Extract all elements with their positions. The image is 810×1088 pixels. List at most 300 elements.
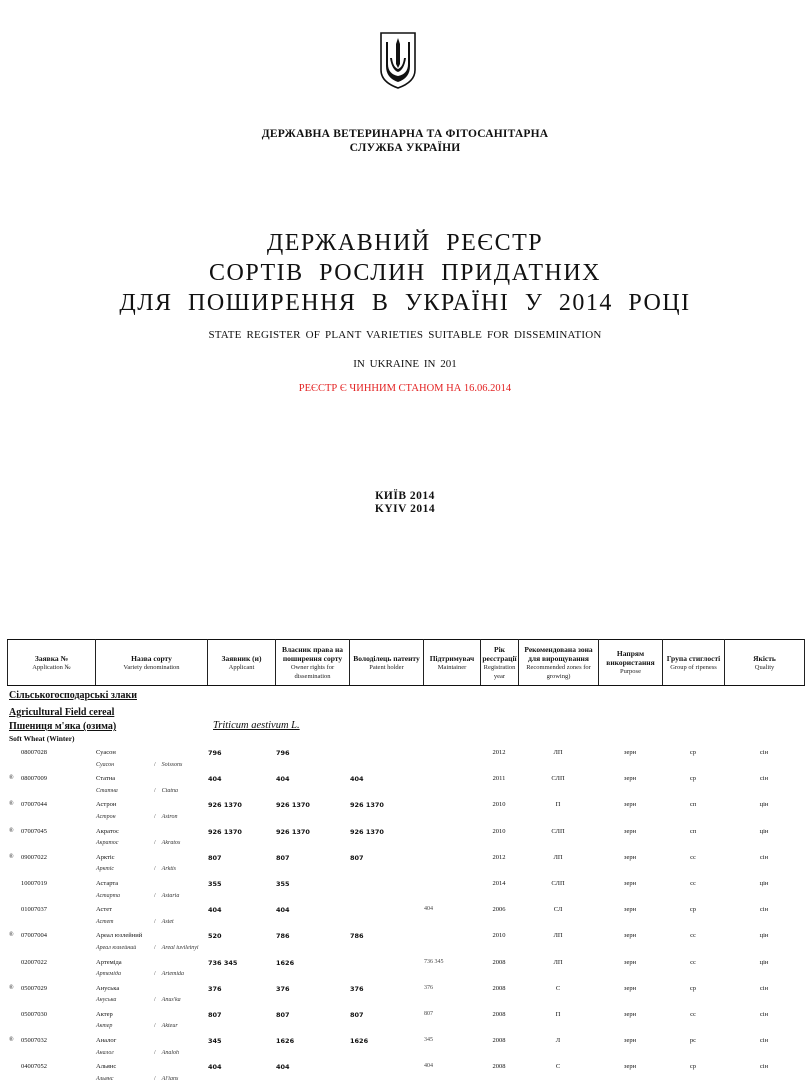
name-separator: / xyxy=(154,761,156,768)
variety-name-ua-italic: Астет xyxy=(96,918,114,925)
empty-cell xyxy=(275,866,349,879)
year-cell: 2012 xyxy=(492,749,506,756)
empty-cell xyxy=(480,788,518,801)
year-cell: 2010 xyxy=(492,932,506,940)
owner-cell: 404 xyxy=(276,1063,290,1072)
ripeness-cell: сс xyxy=(690,1010,696,1018)
agency-line-1: ДЕРЖАВНА ВЕТЕРИНАРНА ТА ФІТОСАНІТАРНА xyxy=(261,128,549,140)
empty-cell xyxy=(662,971,724,984)
variety-name-ua: Ареал юзлейний xyxy=(96,932,143,940)
section-agricultural-en: Agricultural Field cereal xyxy=(9,707,115,718)
empty-cell xyxy=(349,971,423,984)
variety-name-en xyxy=(95,1050,207,1063)
owner-cell: 926 1370 xyxy=(276,801,310,810)
empty-cell xyxy=(349,893,423,906)
table-row-translit xyxy=(7,971,804,984)
owner-cell: 807 xyxy=(276,1010,290,1019)
variety-name-latin: Akteur xyxy=(161,1023,178,1030)
table-row xyxy=(7,1036,804,1050)
zone-cell: П xyxy=(555,1010,561,1018)
empty-cell xyxy=(724,866,804,879)
empty-cell xyxy=(423,814,480,827)
empty-cell xyxy=(662,1050,724,1063)
empty-cell xyxy=(7,945,95,958)
empty-cell xyxy=(207,814,275,827)
empty-cell xyxy=(423,866,480,879)
year-cell: 2010 xyxy=(492,801,506,809)
variety-name-en xyxy=(95,788,207,801)
patent-holder-cell: 926 1370 xyxy=(350,801,384,810)
empty-cell xyxy=(480,840,518,853)
registered-mark: ® xyxy=(9,775,14,782)
title-line-3: ДЛЯ ПОШИРЕННЯ В УКРАЇНІ У 2014 РОЦІ xyxy=(119,290,691,316)
empty-cell xyxy=(275,840,349,853)
maintainer-cell: 736 345 xyxy=(424,958,444,965)
empty-cell xyxy=(598,788,662,801)
name-separator: / xyxy=(154,1075,156,1082)
patent-holder-cell: 376 xyxy=(350,984,364,993)
empty-cell xyxy=(7,1050,95,1063)
empty-cell xyxy=(207,945,275,958)
table-row xyxy=(7,984,804,998)
app xyxy=(7,1010,95,1024)
empty-cell xyxy=(518,866,598,879)
owner-cell: 355 xyxy=(276,879,290,888)
ripeness-cell: ср xyxy=(689,1063,697,1071)
variety-name-latin: Astet xyxy=(161,918,174,925)
zone-cell: СЛП xyxy=(551,775,565,783)
empty-cell xyxy=(598,840,662,853)
empty-cell xyxy=(349,945,423,958)
agency-line-2: СЛУЖБА УКРАЇНИ xyxy=(349,142,461,154)
owner-cell: 1626 xyxy=(276,1037,295,1046)
empty-cell xyxy=(275,997,349,1010)
variety-name-ua: Альянс xyxy=(96,1063,117,1071)
empty-cell xyxy=(724,1050,804,1063)
ripeness-cell: сс xyxy=(690,958,696,966)
empty-cell xyxy=(423,1050,480,1063)
empty-cell xyxy=(349,1050,423,1063)
empty-cell xyxy=(662,919,724,932)
empty-cell xyxy=(275,893,349,906)
patent-holder-cell xyxy=(349,748,423,762)
table-row xyxy=(7,879,804,893)
owner-cell: 404 xyxy=(276,906,290,915)
empty-cell xyxy=(423,997,480,1010)
application-number: 09007022 xyxy=(21,853,47,861)
empty-cell xyxy=(724,762,804,775)
application-number: 05007032 xyxy=(21,1037,47,1045)
empty-cell xyxy=(207,971,275,984)
quality-cell: сiн xyxy=(759,1010,769,1018)
empty-cell xyxy=(480,971,518,984)
empty-cell xyxy=(7,814,95,827)
quality-cell: сiн xyxy=(759,984,769,992)
name-separator: / xyxy=(154,892,156,899)
year-cell: 2014 xyxy=(492,879,506,887)
empty-cell xyxy=(349,919,423,932)
purpose-cell: зерн xyxy=(623,1063,637,1071)
variety-name-en xyxy=(95,814,207,827)
english-subtitle-2: IN UKRAINE IN 201 xyxy=(353,358,457,370)
zone-cell: СЛ xyxy=(553,906,563,914)
empty-cell xyxy=(480,997,518,1010)
applicant-cell: 796 xyxy=(208,749,222,757)
application-number: 02007022 xyxy=(21,958,47,966)
empty-cell xyxy=(480,1050,518,1063)
empty-cell xyxy=(480,814,518,827)
empty-cell xyxy=(423,1023,480,1036)
purpose-cell: зерн xyxy=(623,827,637,835)
year-cell: 2008 xyxy=(492,984,506,992)
agency-name xyxy=(0,127,810,155)
table-row xyxy=(7,931,804,945)
empty-cell xyxy=(275,971,349,984)
col-owner: Власник права на поширення сорту Owner rights for dissemination xyxy=(276,640,350,686)
empty-cell xyxy=(724,840,804,853)
table-row-translit xyxy=(7,893,804,906)
owner-cell: 807 xyxy=(276,853,290,862)
quality-cell: цін xyxy=(759,801,769,809)
empty-cell xyxy=(518,1023,598,1036)
empty-cell xyxy=(275,762,349,775)
empty-cell xyxy=(598,919,662,932)
variety-name-en xyxy=(95,840,207,853)
empty-cell xyxy=(423,788,480,801)
app xyxy=(7,1062,95,1076)
empty-cell xyxy=(207,840,275,853)
empty-cell xyxy=(598,945,662,958)
application-number: 08007009 xyxy=(21,775,47,783)
title-line-1: ДЕРЖАВНИЙ РЕЄСТР xyxy=(266,230,544,256)
table-row-translit xyxy=(7,997,804,1010)
empty-cell xyxy=(7,788,95,801)
variety-name-en xyxy=(95,945,207,958)
variety-name-ua: Астарта xyxy=(96,879,119,887)
empty-cell xyxy=(598,762,662,775)
empty-cell xyxy=(662,814,724,827)
col-maintainer: Підтримувач Maintainer xyxy=(424,640,481,686)
empty-cell xyxy=(275,1023,349,1036)
app xyxy=(7,748,95,762)
name-separator: / xyxy=(154,944,156,951)
empty-cell xyxy=(349,866,423,879)
variety-name-ua-italic: Астрон xyxy=(96,813,116,820)
empty-cell xyxy=(480,1076,518,1088)
table-row-translit xyxy=(7,945,804,958)
empty-cell xyxy=(207,893,275,906)
patent-holder-cell: 807 xyxy=(350,853,364,862)
variety-name-ua-italic: Аналог xyxy=(96,1049,114,1056)
empty-cell xyxy=(349,997,423,1010)
variety-name-ua-italic: Актер xyxy=(96,1023,113,1030)
variety-name-latin: Anus'ka xyxy=(161,997,181,1004)
ripeness-cell: сп xyxy=(689,827,697,835)
zone-cell: С xyxy=(555,984,561,992)
registered-mark: ® xyxy=(9,984,14,991)
empty-cell xyxy=(518,919,598,932)
empty-cell xyxy=(207,866,275,879)
quality-cell: сiн xyxy=(759,1063,769,1071)
table-row xyxy=(7,748,804,762)
maintainer-cell xyxy=(423,879,480,893)
purpose-cell: зерн xyxy=(623,906,637,914)
purpose-cell: зерн xyxy=(623,775,637,783)
empty-cell xyxy=(7,840,95,853)
patent-holder-cell xyxy=(349,905,423,919)
patent-holder-cell: 926 1370 xyxy=(350,827,384,836)
empty-cell xyxy=(518,893,598,906)
application-number: 05007030 xyxy=(21,1010,47,1018)
applicant-cell: 736 345 xyxy=(208,958,238,967)
patent-holder-cell: 807 xyxy=(350,1010,364,1019)
col-quality: Якість Quality xyxy=(725,640,805,686)
application-number: 01007037 xyxy=(21,906,47,914)
empty-cell xyxy=(349,1076,423,1088)
empty-cell xyxy=(7,1076,95,1088)
application-number: 10007019 xyxy=(21,879,47,887)
empty-cell xyxy=(598,1076,662,1088)
purpose-cell: зерн xyxy=(623,932,637,940)
maintainer-cell xyxy=(423,853,480,867)
empty-cell xyxy=(598,1050,662,1063)
empty-cell xyxy=(662,762,724,775)
city-year xyxy=(0,490,810,516)
applicant-cell: 926 1370 xyxy=(208,801,242,810)
empty-cell xyxy=(724,971,804,984)
ripeness-cell: сс xyxy=(690,932,696,940)
zone-cell: С xyxy=(555,1063,561,1071)
purpose-cell: зерн xyxy=(623,984,637,992)
ripeness-cell: сс xyxy=(690,879,696,887)
title-line-2: СОРТІВ РОСЛИН ПРИДАТНИХ xyxy=(208,260,602,286)
app xyxy=(7,931,95,945)
table-row xyxy=(7,774,804,788)
variety-name-ua: Суасон xyxy=(96,749,116,756)
variety-name-ua: Арктіс xyxy=(96,853,115,861)
empty-cell xyxy=(598,893,662,906)
applicant-cell: 404 xyxy=(208,775,222,784)
empty-cell xyxy=(480,919,518,932)
quality-cell: цін xyxy=(759,958,769,966)
table-row-translit xyxy=(7,1076,804,1088)
ripeness-cell: ср xyxy=(689,775,697,783)
name-separator: / xyxy=(154,1049,156,1056)
quality-cell: цін xyxy=(759,879,769,887)
patent-holder-cell xyxy=(349,958,423,972)
zone-cell: СЛП xyxy=(551,879,565,887)
zone-cell: СЛП xyxy=(551,827,565,835)
zone-cell: Л xyxy=(555,1037,561,1045)
empty-cell xyxy=(423,893,480,906)
table-row xyxy=(7,905,804,919)
city-en: KYIV 2014 xyxy=(374,503,436,515)
empty-cell xyxy=(662,945,724,958)
applicant-cell: 807 xyxy=(208,1010,222,1019)
empty-cell xyxy=(7,919,95,932)
variety-name-latin: Astron xyxy=(161,813,178,820)
name-separator: / xyxy=(154,813,156,820)
applicant-cell: 404 xyxy=(208,1063,222,1072)
variety-name-en xyxy=(95,919,207,932)
empty-cell xyxy=(662,840,724,853)
empty-cell xyxy=(207,1023,275,1036)
empty-cell xyxy=(349,814,423,827)
empty-cell xyxy=(598,997,662,1010)
empty-cell xyxy=(423,1076,480,1088)
variety-name-en xyxy=(95,762,207,775)
table-row-translit xyxy=(7,840,804,853)
empty-cell xyxy=(7,971,95,984)
name-separator: / xyxy=(154,1023,156,1030)
validity-notice: РЕЄСТР Є ЧИННИМ СТАНОМ НА 16.06.2014 xyxy=(298,383,512,394)
registered-mark: ® xyxy=(9,932,14,939)
applicant-cell: 404 xyxy=(208,906,222,915)
empty-cell xyxy=(518,997,598,1010)
empty-cell xyxy=(423,919,480,932)
maintainer-cell xyxy=(423,800,480,814)
empty-cell xyxy=(662,866,724,879)
application-number: 08007028 xyxy=(21,749,47,756)
maintainer-cell: 376 xyxy=(424,984,433,991)
table-row xyxy=(7,853,804,867)
variety-name-ua: Аналог xyxy=(96,1037,117,1045)
name-separator: / xyxy=(154,918,156,925)
variety-name-en xyxy=(95,997,207,1010)
table-row-translit xyxy=(7,919,804,932)
variety-name-latin: Ctatna xyxy=(161,787,179,794)
variety-name-ua: Акратос xyxy=(96,827,119,835)
application-number: 07007045 xyxy=(21,827,47,835)
col-ripeness: Група стиглості Group of ripeness xyxy=(663,640,725,686)
empty-cell xyxy=(662,1023,724,1036)
variety-name-ua-italic: Суасон xyxy=(96,761,115,768)
year-cell: 2008 xyxy=(492,958,506,966)
ripeness-cell: ср xyxy=(689,906,697,914)
name-separator: / xyxy=(154,787,156,794)
purpose-cell: зерн xyxy=(623,958,637,966)
variety-name-ua-italic: Арктіс xyxy=(96,866,115,873)
zone-cell: ЛП xyxy=(553,749,563,756)
variety-name-ua: Статна xyxy=(96,775,116,783)
variety-name-latin: Analoh xyxy=(161,1049,180,1056)
application-number: 07007044 xyxy=(21,801,47,809)
variety-name-ua-italic: Ануська xyxy=(96,997,117,1004)
ripeness-cell: сп xyxy=(689,801,697,809)
zone-cell: ЛП xyxy=(553,958,563,966)
applicant-cell: 926 1370 xyxy=(208,827,242,836)
empty-cell xyxy=(275,814,349,827)
variety-name-latin: Artemida xyxy=(161,971,185,978)
maintainer-cell: 404 xyxy=(424,906,433,913)
empty-cell xyxy=(207,1076,275,1088)
variety-name-en xyxy=(95,866,207,879)
table-row xyxy=(7,1062,804,1076)
empty-cell xyxy=(598,814,662,827)
registered-mark: ® xyxy=(9,827,14,834)
table-row-translit xyxy=(7,1023,804,1036)
quality-cell: сiн xyxy=(759,749,769,756)
ripeness-cell: сс xyxy=(690,853,696,861)
empty-cell xyxy=(662,788,724,801)
col-purpose: Напрям використання Purpose xyxy=(599,640,663,686)
variety-name-ua-italic: Ареал юзлейний xyxy=(96,944,137,951)
variety-name-ua-italic: Альянс xyxy=(96,1075,114,1082)
name-separator: / xyxy=(154,840,156,847)
section-crop-ua: Пшениця м'яка (озима) xyxy=(9,721,117,732)
section-crop-en: Soft Wheat (Winter) xyxy=(9,734,75,743)
owner-cell: 1626 xyxy=(276,958,295,967)
empty-cell xyxy=(724,919,804,932)
application-number: 07007004 xyxy=(21,932,47,940)
variety-name-latin: Al'ians xyxy=(161,1075,179,1082)
quality-cell: сiн xyxy=(759,775,769,783)
table-row-translit xyxy=(7,762,804,775)
empty-cell xyxy=(662,1076,724,1088)
empty-cell xyxy=(349,1023,423,1036)
table-row xyxy=(7,800,804,814)
empty-cell xyxy=(207,762,275,775)
variety-name-latin: Soissons xyxy=(161,761,183,768)
city-ua: КИЇВ 2014 xyxy=(375,490,435,502)
app xyxy=(7,1036,95,1050)
document-title xyxy=(0,228,810,318)
quality-cell: цін xyxy=(759,827,769,835)
empty-cell xyxy=(480,762,518,775)
owner-cell: 404 xyxy=(276,775,290,784)
empty-cell xyxy=(480,866,518,879)
empty-cell xyxy=(423,840,480,853)
variety-name-ua-italic: Артеміда xyxy=(96,971,121,978)
table-row xyxy=(7,1010,804,1024)
empty-cell xyxy=(518,1050,598,1063)
purpose-cell: зерн xyxy=(623,801,637,809)
section-agricultural-ua: Сільськогосподарські злаки xyxy=(9,690,137,701)
maintainer-cell: 345 xyxy=(424,1037,433,1044)
empty-cell xyxy=(518,788,598,801)
variety-name-latin: Areal iuvileinyi xyxy=(161,944,199,951)
app xyxy=(7,958,95,972)
variety-name-ua: Актер xyxy=(96,1010,113,1018)
english-subtitle: STATE REGISTER OF PLANT VARIETIES SUITABLE FOR DISSEMINATION xyxy=(208,329,602,341)
empty-cell xyxy=(349,788,423,801)
applicant-cell: 345 xyxy=(208,1037,222,1046)
maintainer-cell xyxy=(423,827,480,841)
maintainer-cell: 807 xyxy=(424,1010,433,1017)
empty-cell xyxy=(518,1076,598,1088)
col-application: Заявка № Application № xyxy=(8,640,96,686)
app xyxy=(7,879,95,893)
variety-name-ua-italic: Статна xyxy=(96,787,118,794)
empty-cell xyxy=(275,1050,349,1063)
purpose-cell: зерн xyxy=(623,749,637,756)
empty-cell xyxy=(518,971,598,984)
empty-cell xyxy=(724,945,804,958)
year-cell: 2008 xyxy=(492,1037,506,1045)
maintainer-cell xyxy=(423,748,480,762)
variety-name-latin: Arktis xyxy=(161,866,177,873)
patent-holder-cell: 786 xyxy=(350,932,364,941)
application-number: 04007052 xyxy=(21,1063,47,1071)
maintainer-cell xyxy=(423,774,480,788)
empty-cell xyxy=(724,893,804,906)
variety-name-en xyxy=(95,1076,207,1088)
table-row-translit xyxy=(7,866,804,879)
registered-mark: ® xyxy=(9,1037,14,1044)
table-row-translit xyxy=(7,814,804,827)
empty-cell xyxy=(480,945,518,958)
table-row-translit xyxy=(7,1050,804,1063)
